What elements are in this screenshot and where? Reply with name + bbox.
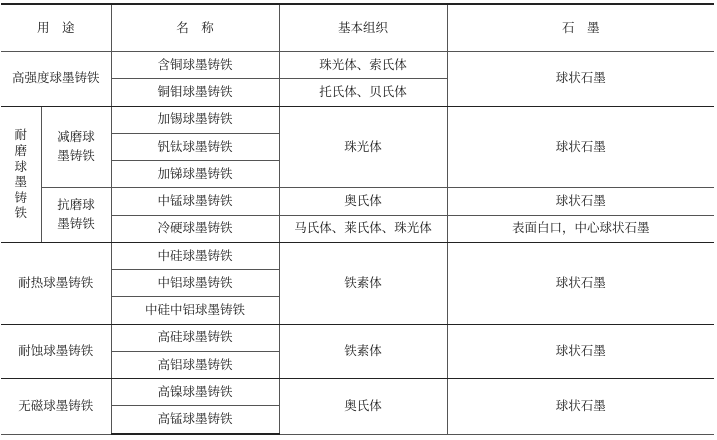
use-corrosion-resistant: 耐蚀球墨铸铁 bbox=[1, 324, 111, 379]
header-use: 用 途 bbox=[1, 4, 111, 52]
header-graphite: 石 墨 bbox=[447, 4, 714, 52]
name-cell: 高铝球墨铸铁 bbox=[111, 351, 279, 378]
use-non-magnetic: 无磁球墨铸铁 bbox=[1, 379, 111, 434]
structure-cell: 奥氏体 bbox=[279, 379, 447, 434]
name-cell: 高硅球墨铸铁 bbox=[111, 324, 279, 351]
header-row bbox=[1, 4, 714, 52]
structure-cell: 珠光体、索氏体 bbox=[279, 52, 447, 79]
name-cell: 钒钛球墨铸铁 bbox=[111, 133, 279, 160]
structure-cell: 铁素体 bbox=[279, 324, 447, 379]
structure-cell: 托氏体、贝氏体 bbox=[279, 79, 447, 106]
name-cell: 中锰球墨铸铁 bbox=[111, 188, 279, 215]
name-cell: 高镍球墨铸铁 bbox=[111, 379, 279, 406]
use-high-strength: 高强度球墨铸铁 bbox=[1, 52, 111, 107]
graphite-cell: 球状石墨 bbox=[447, 188, 714, 215]
sub-use-abrasion-resistant: 抗磨球 墨铸铁 bbox=[41, 188, 111, 243]
header-structure: 基本组织 bbox=[279, 4, 447, 52]
structure-cell: 马氏体、莱氏体、珠光体 bbox=[279, 215, 447, 242]
graphite-cell: 球状石墨 bbox=[447, 242, 714, 324]
name-cell: 中铝球墨铸铁 bbox=[111, 270, 279, 297]
name-cell: 含铜球墨铸铁 bbox=[111, 52, 279, 79]
table-row bbox=[1, 242, 714, 269]
use-wear-resistant: 耐 磨 球 墨 铸 铁 bbox=[1, 106, 41, 242]
structure-cell: 奥氏体 bbox=[279, 188, 447, 215]
table-row bbox=[1, 106, 714, 133]
graphite-cell: 球状石墨 bbox=[447, 52, 714, 107]
table-row bbox=[1, 52, 714, 79]
name-cell: 高锰球墨铸铁 bbox=[111, 406, 279, 434]
use-heat-resistant: 耐热球墨铸铁 bbox=[1, 242, 111, 324]
sub-use-friction-reducing: 减磨球 墨铸铁 bbox=[41, 106, 111, 188]
name-cell: 加锑球墨铸铁 bbox=[111, 161, 279, 188]
header-name: 名 称 bbox=[111, 4, 279, 52]
structure-cell: 铁素体 bbox=[279, 242, 447, 324]
name-cell: 中硅中铝球墨铸铁 bbox=[111, 297, 279, 324]
graphite-cell: 表面白口，中心球状石墨 bbox=[447, 215, 714, 242]
structure-cell: 珠光体 bbox=[279, 106, 447, 188]
table-row bbox=[1, 188, 714, 215]
name-cell: 铜钼球墨铸铁 bbox=[111, 79, 279, 106]
name-cell: 加锡球墨铸铁 bbox=[111, 106, 279, 133]
table-row bbox=[1, 379, 714, 406]
ductile-iron-table bbox=[1, 3, 714, 435]
graphite-cell: 球状石墨 bbox=[447, 379, 714, 434]
table-row bbox=[1, 324, 714, 351]
graphite-cell: 球状石墨 bbox=[447, 106, 714, 188]
name-cell: 冷硬球墨铸铁 bbox=[111, 215, 279, 242]
graphite-cell: 球状石墨 bbox=[447, 324, 714, 379]
name-cell: 中硅球墨铸铁 bbox=[111, 242, 279, 269]
